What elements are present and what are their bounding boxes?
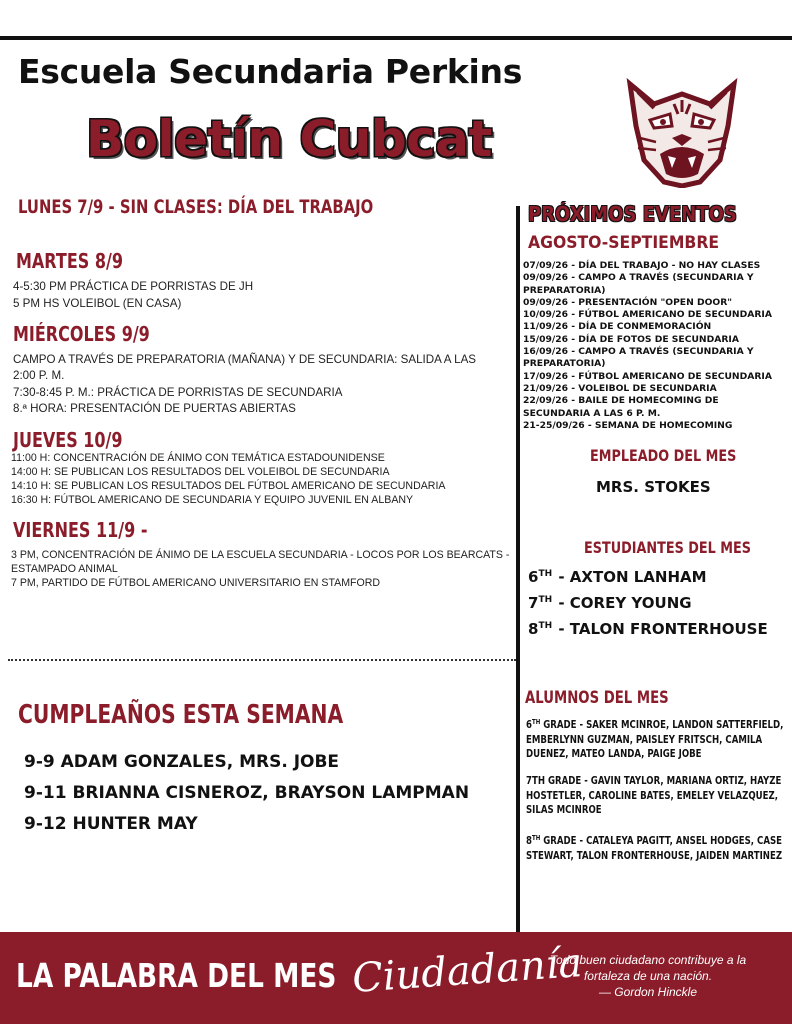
birthday-item: 9-12 HUNTER MAY (24, 814, 198, 834)
event-item: 17/09/26 - FÚTBOL AMERICANO DE SECUNDARIA (523, 370, 772, 382)
friday-line-3: 7 PM, PARTIDO DE FÚTBOL AMERICANO UNIVERSITARIO EN STAMFORD (11, 577, 381, 589)
employee-name: MRS. STOKES (596, 478, 711, 496)
event-item: 10/09/26 - FÚTBOL AMERICANO DE SECUNDARIA (523, 309, 772, 321)
student-name: - AXTON LANHAM (558, 568, 707, 586)
thursday-line-4: 16:30 H: FÚTBOL AMERICANO DE SECUNDARIA Y EQUIPO JUVENIL EN ALBANY (11, 494, 414, 506)
student-item (528, 568, 707, 586)
quote-author: — Gordon Hinckle (598, 985, 698, 999)
birthday-item: 9-9 ADAM GONZALES, MRS. JOBE (24, 752, 340, 772)
alumni-grade: 8 (526, 834, 532, 847)
student-grade: 6 (528, 568, 539, 586)
alumni-grade-8 (526, 831, 783, 863)
student-grade: 8 (528, 620, 539, 638)
wednesday-line-1: CAMPO A TRAVÉS DE PREPARATORIA (MAÑANA) Y DE SECUNDARIA: SALIDA A LAS (13, 353, 477, 366)
birthday-item: 9-11 BRIANNA CISNEROZ, BRAYSON LAMPMAN (24, 783, 470, 803)
grade-suffix: TH (538, 569, 553, 579)
alumni-names: GRADE - SAKER MCINROE, LANDON SATTERFIELD, EMBERLYNN GUZMAN, PAISLEY FRITSCH, CAMILA DUENEZ, MATEO LANDA, PAIGE JOBE (526, 718, 784, 760)
grade-suffix: TH (531, 834, 541, 842)
student-name: - COREY YOUNG (558, 594, 692, 612)
events-subheading: AGOSTO-SEPTIEMBRE (528, 233, 720, 253)
event-item: 22/09/26 - BAILE DE HOMECOMING DE SECUNDARIA A LAS 6 P. M. (523, 395, 719, 419)
newsletter-title: Boletín Cubcat (86, 110, 492, 168)
student-item (528, 620, 768, 638)
alumni-heading: ALUMNOS DEL MES (525, 688, 669, 708)
grade-suffix: TH (538, 595, 553, 605)
event-item: 21/09/26 - VOLEIBOL DE SECUNDARIA (523, 382, 717, 394)
grade-suffix: TH (538, 621, 553, 631)
student-item (528, 594, 692, 612)
student-name: - TALON FRONTERHOUSE (558, 620, 768, 638)
word-of-month: Ciudadanía (350, 940, 584, 1002)
students-heading: ESTUDIANTES DEL MES (584, 538, 751, 557)
alumni-grade-6 (526, 715, 783, 762)
alumni-grade: 6 (526, 718, 532, 731)
top-rule (0, 36, 792, 40)
wednesday-line-3: 7:30-8:45 P. M.: PRÁCTICA DE PORRISTAS DE SECUNDARIA (13, 386, 343, 399)
friday-line-1: 3 PM, CONCENTRACIÓN DE ÁNIMO DE LA ESCUELA SECUNDARIA - LOCOS POR LOS BEARCATS - (11, 549, 510, 561)
alumni-grade-7 (526, 774, 783, 818)
student-grade: 7 (528, 594, 539, 612)
event-item: 11/09/26 - DÍA DE CONMEMORACIÓN (523, 321, 712, 333)
alumni-names: GRADE - CATALEYA PAGITT, ANSEL HODGES, CASE STEWART, TALON FRONTERHOUSE, JAIDEN MARTINEZ (526, 834, 783, 862)
event-item: 21-25/09/26 - SEMANA DE HOMECOMING (523, 419, 733, 431)
school-name: Escuela Secundaria Perkins (18, 52, 523, 91)
employee-heading: EMPLEADO DEL MES (590, 446, 737, 465)
events-list (523, 260, 785, 432)
event-item: 09/09/26 - CAMPO A TRAVÉS (SECUNDARIA Y PREPARATORIA) (523, 272, 754, 296)
event-item: 07/09/26 - DÍA DEL TRABAJO - NO HAY CLASES (523, 260, 761, 271)
birthdays-heading: CUMPLEAÑOS ESTA SEMANA (18, 700, 344, 730)
thursday-line-3: 14:10 H: SE PUBLICAN LOS RESULTADOS DEL FÚTBOL AMERICANO DE SECUNDARIA (11, 480, 446, 492)
word-of-month-label: LA PALABRA DEL MES (16, 956, 337, 995)
event-item: 15/09/26 - DÍA DE FOTOS DE SECUNDARIA (523, 333, 739, 345)
thursday-line-2: 14:00 H: SE PUBLICAN LOS RESULTADOS DEL VOLEIBOL DE SECUNDARIA (11, 466, 390, 478)
tuesday-heading: MARTES 8/9 (16, 249, 123, 273)
wednesday-heading: MIÉRCOLES 9/9 (13, 322, 150, 346)
event-item: 09/09/26 - PRESENTACIÓN "OPEN DOOR" (523, 296, 733, 308)
tuesday-line-2: 5 PM HS VOLEIBOL (EN CASA) (13, 297, 182, 310)
thursday-heading: JUEVES 10/9 (13, 428, 123, 452)
event-item: 16/09/26 - CAMPO A TRAVÉS (SECUNDARIA Y PREPARATORIA) (523, 346, 754, 370)
quote-line: Todo buen ciudadano contribuye a la (549, 953, 747, 967)
wednesday-line-2: 2:00 P. M. (13, 369, 65, 382)
tuesday-line-1: 4-5:30 PM PRÁCTICA DE PORRISTAS DE JH (13, 280, 254, 293)
wednesday-line-4: 8.ª HORA: PRESENTACIÓN DE PUERTAS ABIERTAS (13, 402, 296, 415)
section-divider (8, 659, 516, 661)
quote (530, 952, 766, 1000)
quote-line: fortaleza de una nación. (583, 969, 713, 983)
events-heading: PRÓXIMOS EVENTOS (528, 202, 737, 226)
thursday-line-1: 11:00 H: CONCENTRACIÓN DE ÁNIMO CON TEMÁTICA ESTADOUNIDENSE (11, 452, 385, 464)
wildcat-mascot-icon (620, 64, 744, 188)
friday-heading: VIERNES 11/9 - (13, 518, 148, 542)
grade-suffix: TH (531, 718, 541, 726)
friday-line-2: ESTAMPADO ANIMAL (11, 563, 118, 575)
column-divider (516, 206, 520, 932)
alumni-names: 7TH GRADE - GAVIN TAYLOR, MARIANA ORTIZ, HAYZE HOSTETLER, CAROLINE BATES, EMELEY VELAZQUEZ, SILAS MCINROE (526, 774, 782, 816)
holiday-heading: LUNES 7/9 - SIN CLASES: DÍA DEL TRABAJO (18, 196, 374, 218)
